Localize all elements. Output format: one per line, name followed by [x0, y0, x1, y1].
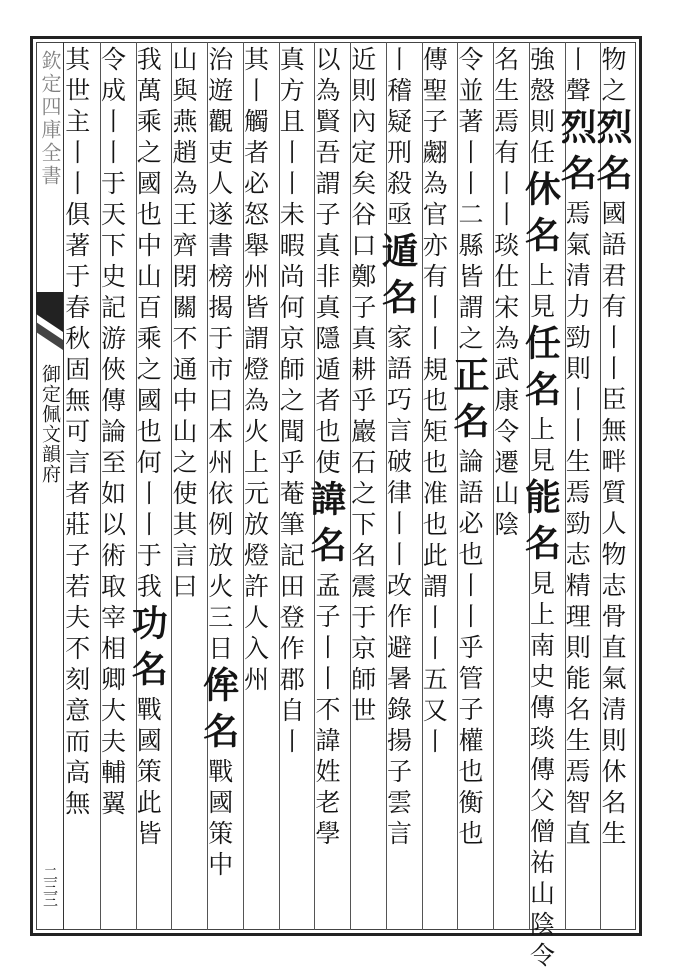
entry-text: 規也矩也准也此謂丨丨五又丨 [419, 356, 449, 759]
entry-text: 名生焉 [490, 46, 520, 139]
entry-text: 國語君有丨丨臣無畔質人物志骨直氣清則休名生 [598, 200, 627, 851]
entry-text: 其世主丨丨俱著于春秋固無可言者莊子若夫不刻意而高無 [61, 46, 91, 821]
entry-text: 見上南史傳琰傳父僧祐山陰令 [526, 570, 556, 973]
column-text [52, 46, 100, 926]
text-column [591, 46, 636, 926]
entry-text: 有丨丨琰仕宋為武康令遷山陰 [490, 139, 520, 542]
entry-text: 上見 [526, 262, 556, 324]
entry-text: 強慤則任 [526, 46, 556, 170]
headword: 諱名 [305, 480, 347, 572]
entry-text: 令並著丨丨二縣皆謂之 [455, 46, 484, 356]
entry-text: 山與燕趙為王齊閉關不通中山之使其言曰 [169, 46, 198, 604]
headword: 休名 [519, 170, 562, 262]
entry-text: 物之 [598, 46, 627, 108]
entry-text: 我萬乘之國也中山百乘之國也何丨丨于我 [133, 46, 163, 604]
entry-text: 家語巧言破律丨丨改作避暑錄揚子雲言 [383, 324, 413, 851]
entry-text: 近則內定矣 [347, 46, 377, 201]
margin-book-title: 御定佩文韻府 [39, 364, 61, 484]
entry-text: 傳聖子翽為官亦有丨丨 [419, 46, 449, 356]
entry-text: 戰國策此皆 [133, 696, 163, 851]
text-column [276, 46, 315, 926]
margin-page-number: 二三三 [41, 866, 59, 905]
headword: 遁名 [376, 232, 419, 324]
headword: 侔名 [197, 666, 240, 758]
text-column [61, 46, 100, 926]
text-column [490, 46, 529, 926]
text-column [347, 46, 386, 926]
entry-text: 孟子丨丨不諱姓老學 [312, 572, 341, 851]
text-column [419, 46, 458, 926]
entry-text: 焉氣清力勁則丨丨生焉勁志精理則能名生焉智直 [562, 200, 592, 851]
entry-text: 其丨觸者必怒舉州皆謂燈為火上元放燈許人入州 [240, 46, 270, 697]
text-column [240, 46, 279, 926]
headword: 能名 [519, 478, 562, 570]
headword: 任名 [519, 324, 562, 416]
entry-text: 丨稽疑刑殺亟 [383, 46, 413, 232]
text-column [126, 46, 172, 926]
headword: 烈名 [555, 108, 598, 200]
text-column [171, 46, 207, 926]
text-column [197, 46, 243, 926]
text-column [305, 46, 350, 926]
entry-text: 真方且丨丨未暇尚何京師之聞乎 [276, 46, 306, 480]
text-column [448, 46, 493, 926]
headword: 烈名 [591, 108, 633, 200]
entry-text: 論語必也丨丨乎管子權也衡也 [455, 448, 484, 851]
text-column [376, 46, 422, 926]
headword: 正名 [448, 356, 490, 448]
margin-top-title: 欽定四庫全書 [38, 50, 62, 188]
entry-text: 令成丨丨于天下史記游俠傳論至如以術取宰相卿大夫輔翼 [97, 46, 127, 821]
entry-text: 以為賢吾謂子真非真隱遁者也使 [312, 46, 341, 480]
entry-text: 菴筆記田登作郡自丨 [276, 480, 306, 759]
entry-text: 上見 [526, 416, 556, 478]
text-column [519, 46, 565, 973]
entry-text: 丨聲 [562, 46, 592, 108]
entry-text: 谷口鄭子真耕乎巖石之下名震于京師世 [347, 201, 377, 728]
headword: 功名 [126, 604, 169, 696]
entry-text: 治遊觀吏人遂書榜揭于市曰本州依例放火三日 [204, 46, 234, 666]
text-column [97, 46, 136, 926]
entry-text: 戰國策中 [204, 758, 234, 882]
text-column [555, 46, 601, 926]
